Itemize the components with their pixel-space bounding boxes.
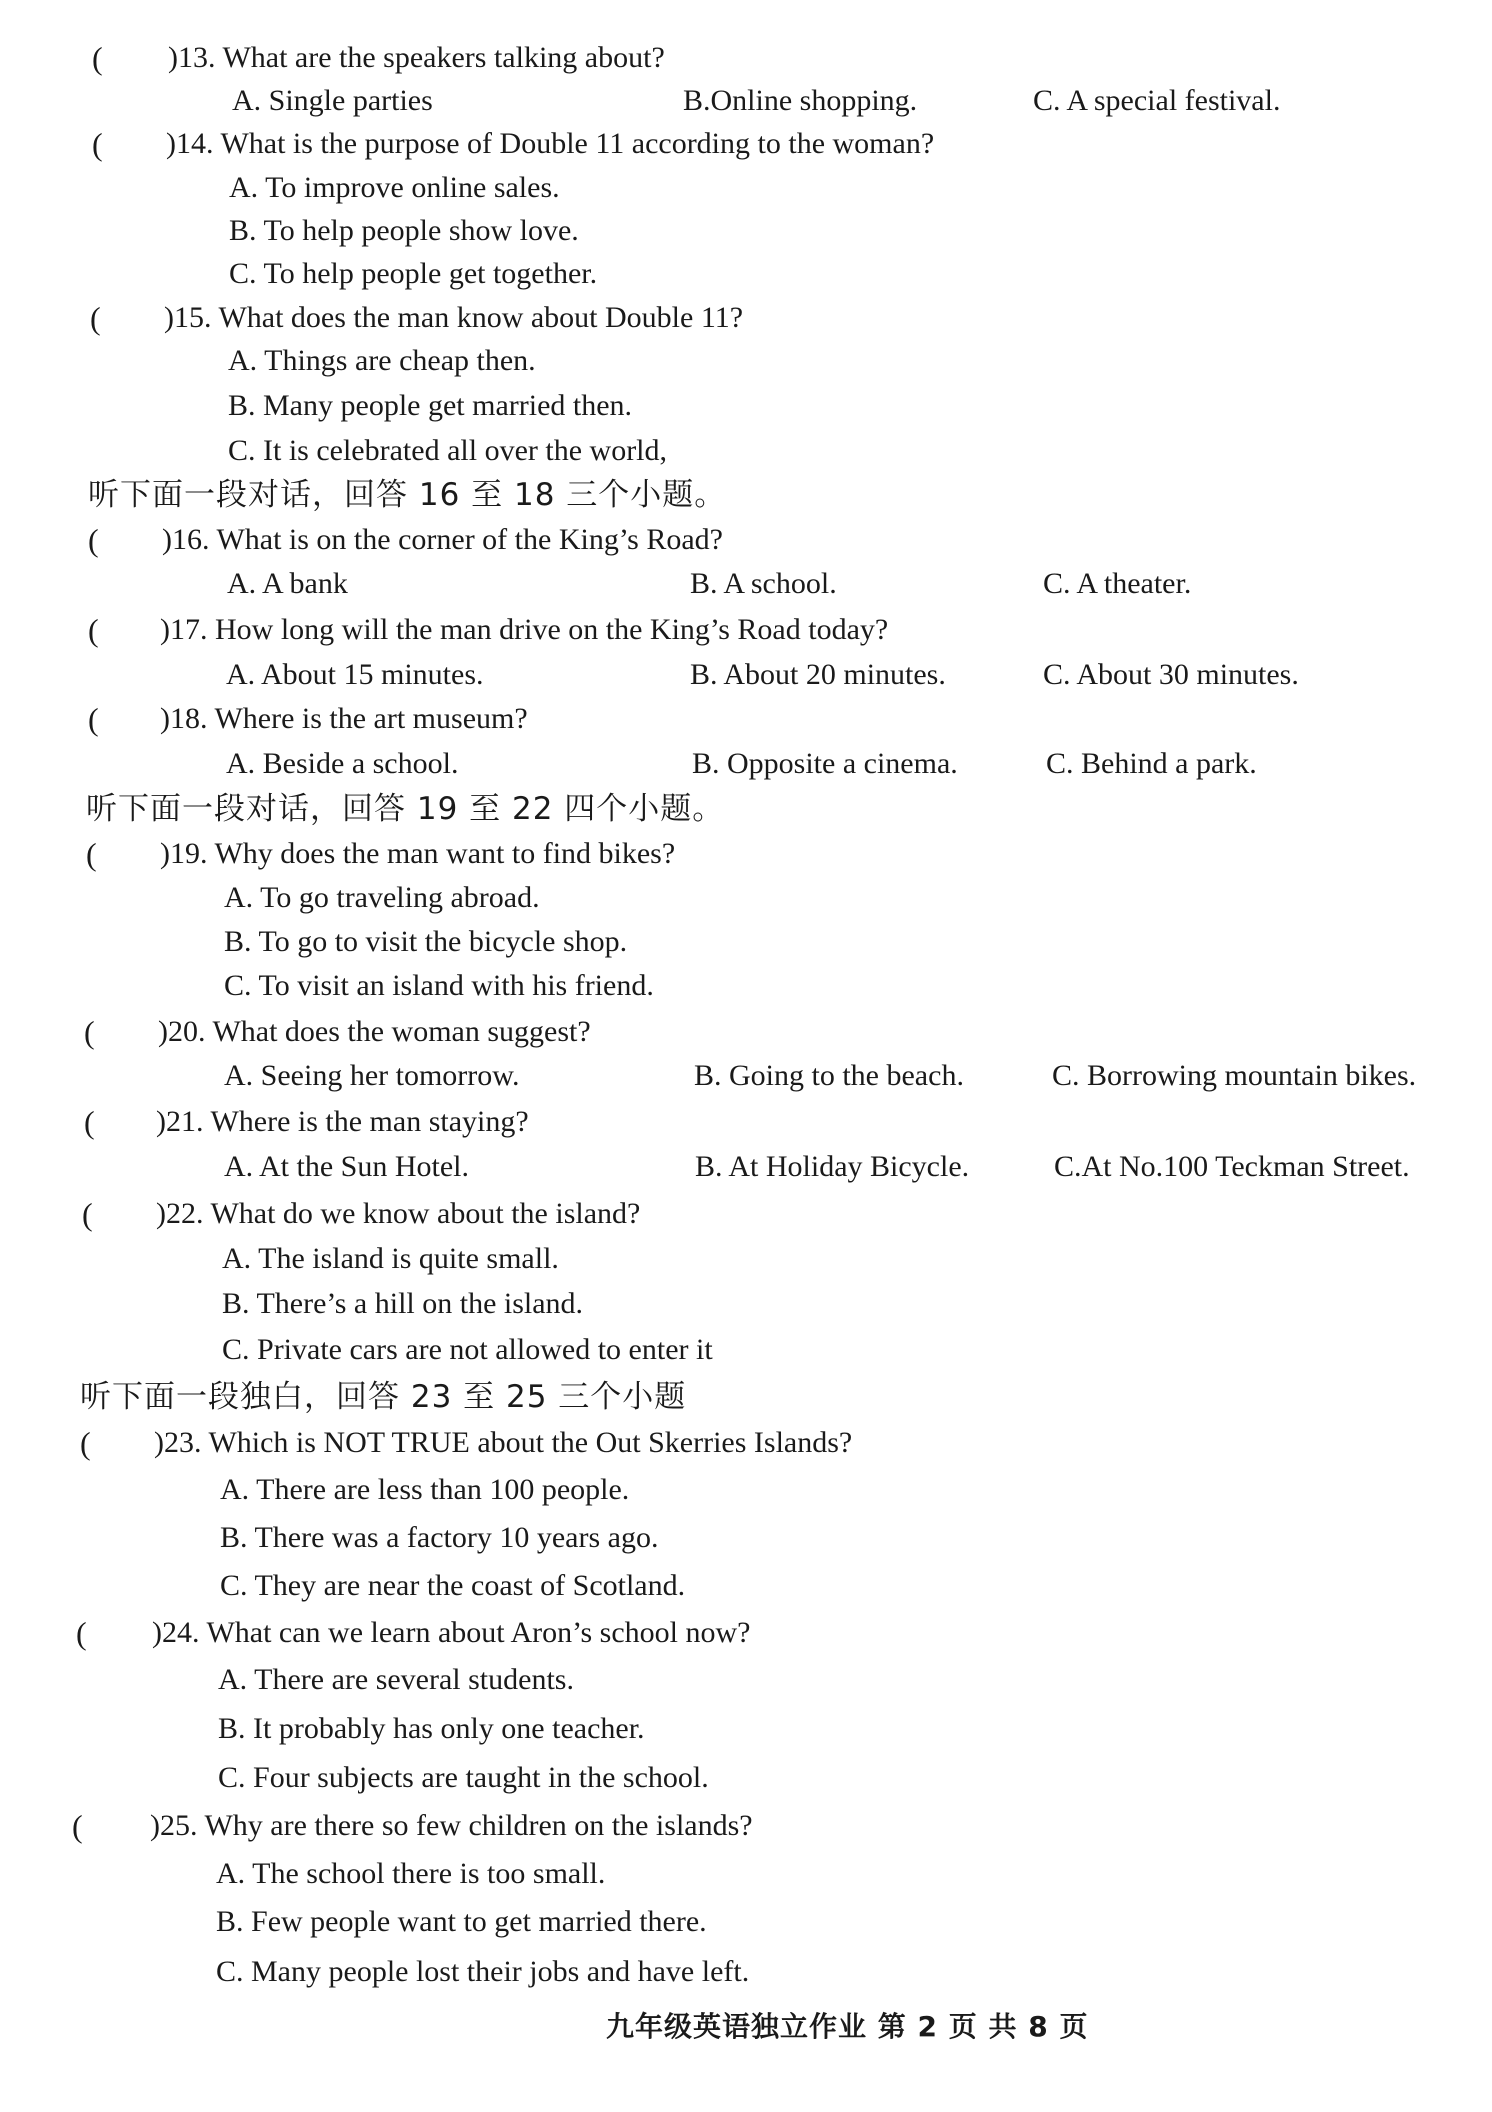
- question-19-option-b: B. To go to visit the bicycle shop.: [224, 925, 628, 958]
- question-20-option-a: A. Seeing her tomorrow.: [224, 1059, 520, 1092]
- question-13-option-a: A. Single parties: [232, 84, 433, 117]
- answer-paren: (: [72, 1808, 83, 1844]
- question-19-stem: )19. Why does the man want to find bikes?: [160, 837, 676, 870]
- answer-paren: (: [86, 836, 97, 872]
- answer-paren: (: [92, 40, 103, 76]
- question-24-option-c: C. Four subjects are taught in the school.: [218, 1761, 709, 1794]
- question-22-option-c: C. Private cars are not allowed to enter it: [222, 1333, 713, 1366]
- question-23-option-c: C. They are near the coast of Scotland.: [220, 1569, 686, 1602]
- answer-paren: (: [90, 300, 101, 336]
- question-17-stem: )17. How long will the man drive on the King’s Road today?: [160, 613, 889, 646]
- question-17-option-c: C. About 30 minutes.: [1043, 658, 1299, 691]
- question-23-option-a: A. There are less than 100 people.: [220, 1473, 630, 1506]
- answer-paren: (: [88, 701, 99, 737]
- question-19-option-a: A. To go traveling abroad.: [224, 881, 540, 914]
- question-16-option-a: A. A bank: [227, 567, 348, 600]
- question-21-option-b: B. At Holiday Bicycle.: [695, 1150, 970, 1183]
- question-20-stem: )20. What does the woman suggest?: [158, 1015, 591, 1048]
- question-21-option-c: C.At No.100 Teckman Street.: [1054, 1150, 1410, 1183]
- question-16-option-c: C. A theater.: [1043, 567, 1192, 600]
- question-15-stem: )15. What does the man know about Double 11?: [164, 301, 744, 334]
- answer-paren: (: [84, 1104, 95, 1140]
- answer-paren: (: [88, 522, 99, 558]
- answer-paren: (: [80, 1425, 91, 1461]
- question-23-option-b: B. There was a factory 10 years ago.: [220, 1521, 659, 1554]
- question-21-option-a: A. At the Sun Hotel.: [224, 1150, 469, 1183]
- question-14-option-c: C. To help people get together.: [229, 257, 598, 290]
- answer-paren: (: [88, 612, 99, 648]
- section-heading-23-25: 听下面一段独白，回答 23 至 25 三个小题: [80, 1379, 687, 1415]
- question-14-option-a: A. To improve online sales.: [229, 171, 560, 204]
- question-25-option-c: C. Many people lost their jobs and have left.: [216, 1955, 750, 1988]
- question-22-option-b: B. There’s a hill on the island.: [222, 1287, 584, 1320]
- question-17-option-b: B. About 20 minutes.: [690, 658, 946, 691]
- page-footer: 九年级英语独立作业 第 2 页 共 8 页: [606, 2010, 1089, 2043]
- question-25-option-b: B. Few people want to get married there.: [216, 1905, 707, 1938]
- question-15-option-b: B. Many people get married then.: [228, 389, 633, 422]
- question-20-option-b: B. Going to the beach.: [694, 1059, 964, 1092]
- answer-paren: (: [76, 1615, 87, 1651]
- question-15-option-c: C. It is celebrated all over the world,: [228, 434, 668, 467]
- question-16-stem: )16. What is on the corner of the King’s Road?: [162, 523, 723, 556]
- question-20-option-c: C. Borrowing mountain bikes.: [1052, 1059, 1417, 1092]
- question-18-option-c: C. Behind a park.: [1046, 747, 1257, 780]
- section-heading-19-22: 听下面一段对话，回答 19 至 22 四个小题。: [86, 791, 725, 827]
- question-23-stem: )23. Which is NOT TRUE about the Out Skerries Islands?: [154, 1426, 853, 1459]
- question-22-stem: )22. What do we know about the island?: [156, 1197, 641, 1230]
- question-25-stem: )25. Why are there so few children on the islands?: [150, 1809, 753, 1842]
- answer-paren: (: [82, 1196, 93, 1232]
- question-14-option-b: B. To help people show love.: [229, 214, 579, 247]
- question-22-option-a: A. The island is quite small.: [222, 1242, 559, 1275]
- answer-paren: (: [92, 126, 103, 162]
- question-13-option-c: C. A special festival.: [1033, 84, 1281, 117]
- question-19-option-c: C. To visit an island with his friend.: [224, 969, 654, 1002]
- question-18-option-b: B. Opposite a cinema.: [692, 747, 958, 780]
- question-16-option-b: B. A school.: [690, 567, 837, 600]
- question-24-stem: )24. What can we learn about Aron’s school now?: [152, 1616, 751, 1649]
- question-24-option-a: A. There are several students.: [218, 1663, 574, 1696]
- section-heading-16-18: 听下面一段对话，回答 16 至 18 三个小题。: [88, 477, 727, 513]
- question-13-stem: )13. What are the speakers talking about?: [168, 41, 665, 74]
- question-13-option-b: B.Online shopping.: [683, 84, 918, 117]
- question-18-option-a: A. Beside a school.: [226, 747, 459, 780]
- question-21-stem: )21. Where is the man staying?: [156, 1105, 529, 1138]
- question-25-option-a: A. The school there is too small.: [216, 1857, 606, 1890]
- question-14-stem: )14. What is the purpose of Double 11 according to the woman?: [166, 127, 935, 160]
- question-17-option-a: A. About 15 minutes.: [226, 658, 484, 691]
- answer-paren: (: [84, 1014, 95, 1050]
- question-15-option-a: A. Things are cheap then.: [228, 344, 536, 377]
- question-24-option-b: B. It probably has only one teacher.: [218, 1712, 645, 1745]
- question-18-stem: )18. Where is the art museum?: [160, 702, 528, 735]
